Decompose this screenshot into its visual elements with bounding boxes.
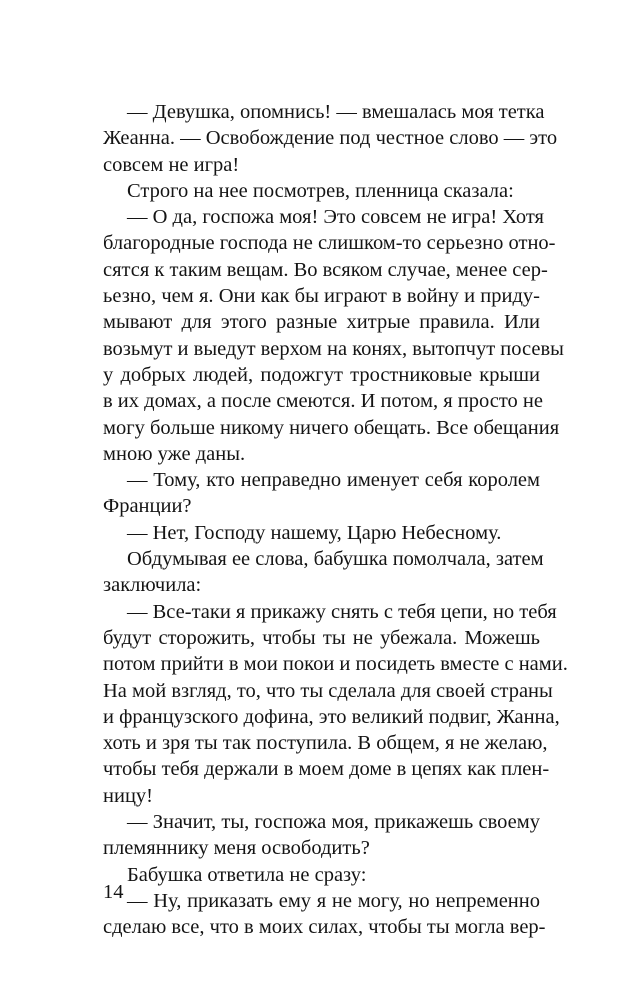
text-line: потом прийти в мои покои и посидеть вместе с нами. [103, 653, 568, 676]
text-line: и французского дофина, это великий подвиг, Жанна, [103, 705, 560, 728]
body-text [103, 99, 568, 941]
text-line: совсем не игра! [103, 153, 240, 176]
text-line: Франции? [103, 495, 192, 518]
text-line: мывают для этого разные хитрые правила. Или [103, 311, 540, 334]
text-line: будут сторожить, чтобы ты не убежала. Можешь [103, 626, 540, 649]
text-line: ницу! [103, 784, 153, 807]
text-line: племяннику меня освободить? [103, 837, 370, 860]
text-line: Бабушка ответила не сразу: [127, 863, 367, 886]
text-line: На мой взгляд, то, что ты сделала для своей страны [103, 679, 553, 702]
text-line: — Значит, ты, госпожа моя, прикажешь своему [127, 811, 540, 834]
text-line: Обдумывая ее слова, бабушка помолчала, затем [127, 548, 544, 571]
text-line: ьезно, чем я. Они как бы играют в войну и приду- [103, 285, 540, 308]
text-line: заключила: [103, 574, 202, 597]
text-line: Жеанна. — Освобождение под честное слово — это [103, 127, 558, 150]
text-line: сделаю все, что в моих силах, чтобы ты могла вер- [103, 916, 546, 939]
text-line: — Тому, кто неправедно именует себя королем [127, 469, 540, 492]
text-line: могу больше никому ничего обещать. Все обещания [103, 416, 560, 439]
text-line: мною уже даны. [103, 442, 246, 465]
text-line: хоть и зря ты так поступила. В общем, я не желаю, [103, 732, 548, 755]
text-line: — Нет, Господу нашему, Царю Небесному. [127, 521, 502, 544]
text-line: чтобы тебя держали в моем доме в цепях как плен- [103, 758, 550, 781]
text-line: — О да, госпожа моя! Это совсем не игра! Хотя [127, 206, 544, 229]
text-line: в их домах, а после смеются. И потом, я просто не [103, 390, 543, 413]
text-line: сятся к таким вещам. Во всяком случае, менее сер- [103, 258, 548, 281]
page-number: 14 [103, 881, 124, 903]
text-line: благородные господа не слишком-то серьезно отно- [103, 232, 556, 255]
text-line: — Ну, приказать ему я не могу, но непременно [127, 889, 540, 912]
text-line: возьмут и выедут верхом на конях, вытопчут посевы [103, 337, 564, 360]
text-line: — Девушка, опомнись! — вмешалась моя тетка [127, 101, 545, 123]
text-line: Строго на нее посмотрев, пленница сказала: [127, 179, 514, 202]
text-line: у добрых людей, подожгут тростниковые крыши [103, 363, 540, 386]
text-line: — Все-таки я прикажу снять с тебя цепи, но тебя [127, 600, 557, 623]
